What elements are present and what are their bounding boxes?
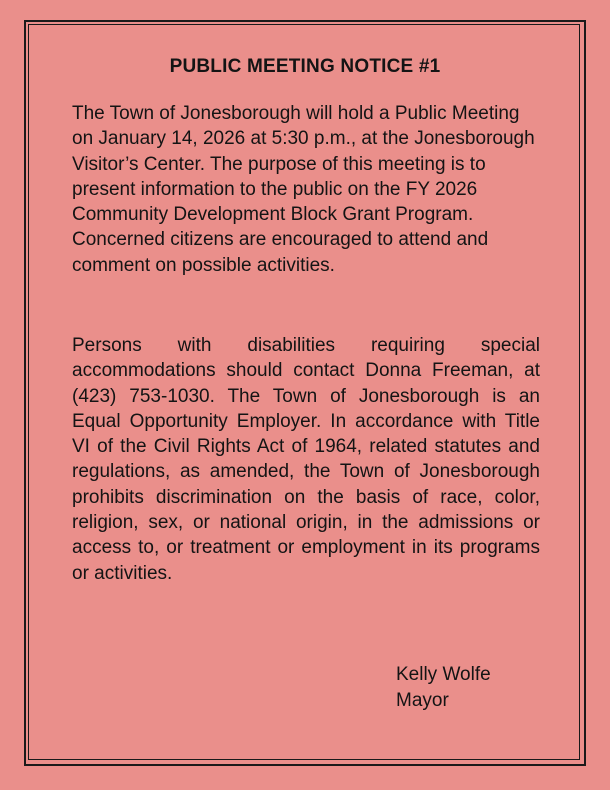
accommodations-paragraph: Persons with disabilities requiring special accommodations should contact Donna Freeman, at (423) 753-1030. The Town of Jonesborough is an Equal Opportunity Employer. In accordance with Title VI of the Civil Rights Act of 1964, related statutes and regulations, as amended, the Town of Jonesborough prohibits discrimination on the basis of race, color, religion, sex, or national origin, in the admissions or access to, or treatment or employment in its programs or activities. <box>72 335 540 584</box>
meeting-announcement-paragraph: The Town of Jonesborough will hold a Public Meeting on January 14, 2026 at 5:30 p.m., at the Jonesborough Visitor’s Center. The purpose of this meeting is to present information to the public on the FY 2026 Community Development Block Grant Program. Concerned citizens are encouraged to attend and comment on possible activities. <box>72 103 535 276</box>
signature-role: Mayor <box>396 690 449 711</box>
signature-name: Kelly Wolfe <box>396 664 491 685</box>
signature-block <box>396 662 491 714</box>
notice-title: PUBLIC MEETING NOTICE #1 <box>169 56 441 77</box>
